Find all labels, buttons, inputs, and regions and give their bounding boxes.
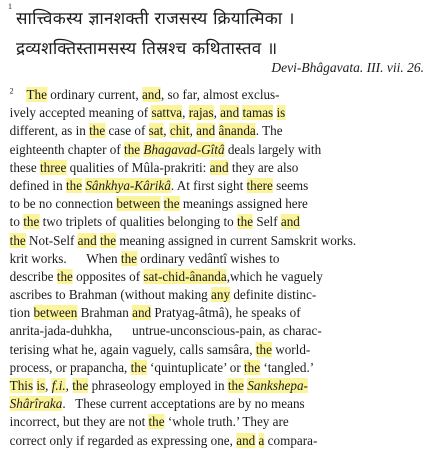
highlighted-text: and	[280, 214, 300, 230]
highlighted-text: any	[211, 287, 231, 303]
sanskrit-verse-line-2: द्रव्यशक्तिस्तामसस्य तिस्रश्च कथितास्तव ॥	[16, 39, 278, 59]
highlighted-text: there	[246, 177, 273, 193]
highlighted-text: between	[116, 196, 161, 212]
paragraph-line	[0, 377, 430, 395]
highlighted-text: the	[124, 141, 141, 157]
highlighted-text: ânanda	[218, 123, 256, 139]
text-run: , so far, almost exclus-	[160, 87, 280, 102]
paragraph-line	[0, 286, 430, 304]
highlighted-text: the	[255, 341, 272, 357]
paragraph-line	[0, 359, 430, 377]
highlighted-text: is	[36, 378, 46, 393]
paragraph-line	[0, 122, 430, 140]
highlighted-text: and	[209, 159, 229, 175]
text-run: Pratyag-âtmâ), he speaks of	[151, 305, 301, 321]
text-run: definite distinc-	[230, 287, 317, 303]
highlighted-text: three	[40, 159, 67, 175]
text-run: ‘whole truth.’ They are	[164, 414, 289, 430]
text-run	[14, 87, 27, 102]
paragraph-line	[0, 141, 430, 159]
highlighted-text: the	[56, 268, 73, 284]
highlighted-text: a	[258, 432, 265, 448]
highlighted-text: the	[237, 214, 254, 230]
text-run: case of	[105, 123, 149, 139]
text-run: ordinary current,	[46, 87, 142, 102]
highlighted-text: the	[244, 359, 261, 375]
highlighted-text: the	[99, 232, 117, 248]
highlighted-text: and	[196, 123, 216, 139]
highlighted-text: and	[236, 432, 256, 448]
text-run: ascribes to Brahman (without making	[9, 287, 212, 303]
text-run: Brahman	[77, 305, 133, 321]
text-run: qualities of Mûla-prakriti:	[66, 159, 210, 175]
paragraph-line	[0, 86, 430, 104]
highlighted-text: This	[9, 378, 34, 393]
highlighted-text: f.i.	[51, 378, 66, 393]
paragraph-line	[0, 213, 430, 231]
text-run: anrita-jada-duhkha, untrue-unconscious-pain, as charac-	[9, 323, 322, 339]
highlighted-text: is	[276, 105, 286, 121]
text-run: opposites of	[72, 268, 144, 284]
text-run: ,	[65, 378, 73, 393]
text-run: these	[9, 159, 41, 175]
highlighted-text: rajas	[188, 105, 214, 121]
text-run: ively accepted meaning of	[9, 105, 152, 121]
highlighted-text: between	[33, 305, 78, 321]
highlighted-text: Shârîraka	[9, 396, 63, 412]
text-run: two triplets of qualities belonging to	[39, 214, 238, 230]
text-run: meanings assigned here	[179, 196, 308, 212]
text-run: describe	[9, 268, 57, 284]
text-run: ,	[163, 123, 170, 139]
paragraph-line	[0, 250, 430, 268]
highlighted-text: Sankshepa-	[247, 378, 308, 393]
text-run: tion	[9, 305, 34, 321]
paragraph-line	[0, 304, 430, 322]
highlighted-text: Sânkhya-Kârikâ	[85, 177, 171, 193]
paragraph-line	[0, 395, 430, 413]
text-run: ,	[45, 378, 52, 393]
highlighted-text: chit	[169, 123, 190, 139]
highlighted-text: the	[9, 232, 26, 248]
text-run: terising what he, again vaguely, calls samsâra,	[9, 341, 256, 357]
highlighted-text: the	[163, 196, 180, 212]
text-run: ,	[213, 105, 221, 121]
highlighted-text: the	[72, 378, 89, 393]
highlighted-text: sat-chid-ânanda	[143, 268, 227, 284]
text-run: phraseology employed in	[88, 378, 228, 393]
text-run: different, as in	[9, 123, 90, 139]
text-run: . The	[255, 123, 283, 139]
text-run: krit works. When	[9, 250, 121, 266]
highlighted-text: the	[65, 177, 83, 193]
highlighted-text: sattva	[151, 105, 183, 121]
text-run: seems	[272, 177, 309, 193]
text-run: ‘quintuplicate’ or	[146, 359, 245, 375]
text-run: . At first sight	[170, 177, 247, 193]
highlighted-text: the	[148, 414, 165, 430]
paragraph-line	[0, 232, 430, 250]
paragraph-line	[0, 341, 430, 359]
text-run: ,	[182, 105, 189, 121]
verse-citation: Devi-Bhâgavata. III. vii. 26.	[271, 60, 424, 75]
text-run: ,which he vaguely	[226, 268, 323, 284]
paragraph-line	[0, 177, 430, 195]
paragraph-line	[0, 268, 430, 286]
highlighted-text: the	[120, 250, 137, 266]
text-run: incorrect, but they are not	[9, 414, 149, 430]
text-run: eighteenth chapter of	[9, 141, 125, 157]
paragraph-line	[0, 104, 430, 122]
text-run: . These current acceptations are by no means	[62, 396, 305, 412]
highlighted-text: The	[26, 87, 47, 102]
highlighted-text: the	[227, 378, 244, 393]
text-run: Not-Self	[25, 232, 78, 248]
highlighted-text: and	[141, 87, 161, 102]
highlighted-text: and	[220, 105, 240, 121]
text-run: deals largely with	[224, 141, 322, 157]
text-run: ‘tangled.’	[260, 359, 315, 375]
text-run: they are also	[228, 159, 299, 175]
footnote-paragraph	[0, 86, 444, 450]
text-run: world-	[271, 341, 311, 357]
text-run: ,	[189, 123, 197, 139]
paragraph-line	[0, 413, 430, 431]
paragraph-line	[0, 195, 430, 213]
highlighted-text: the	[23, 214, 40, 230]
text-run: process, or prapancha,	[9, 359, 131, 375]
highlighted-text: and	[132, 305, 152, 321]
highlighted-text: and	[77, 232, 97, 248]
text-run: defined in	[9, 177, 66, 193]
footnote-marker-2: 2	[9, 86, 14, 96]
paragraph-line	[0, 322, 430, 340]
text-run: ordinary vedântî wishes to	[136, 250, 280, 266]
text-run: meaning assigned in current Samskrit works.	[116, 232, 357, 248]
sanskrit-verse-line-1: सात्त्विकस्य ज्ञानशक्ती राजसस्य क्रियात्मिका ।	[16, 9, 295, 29]
text-run: Self	[253, 214, 281, 230]
paragraph-line	[0, 159, 430, 177]
highlighted-text: the	[89, 123, 106, 139]
text-run: compara-	[264, 432, 318, 448]
highlighted-text: sat	[148, 123, 164, 139]
text-run: to be no connection	[9, 196, 117, 212]
paragraph-line	[0, 432, 430, 450]
highlighted-text: the	[130, 359, 147, 375]
text-run: correct only if regarded as expressing one,	[9, 432, 237, 448]
footnote-marker-1: 1	[8, 2, 12, 11]
text-run: to	[9, 214, 24, 230]
highlighted-text: tamas	[242, 105, 274, 121]
highlighted-text: Bhagavad-Gîtâ	[143, 141, 225, 157]
